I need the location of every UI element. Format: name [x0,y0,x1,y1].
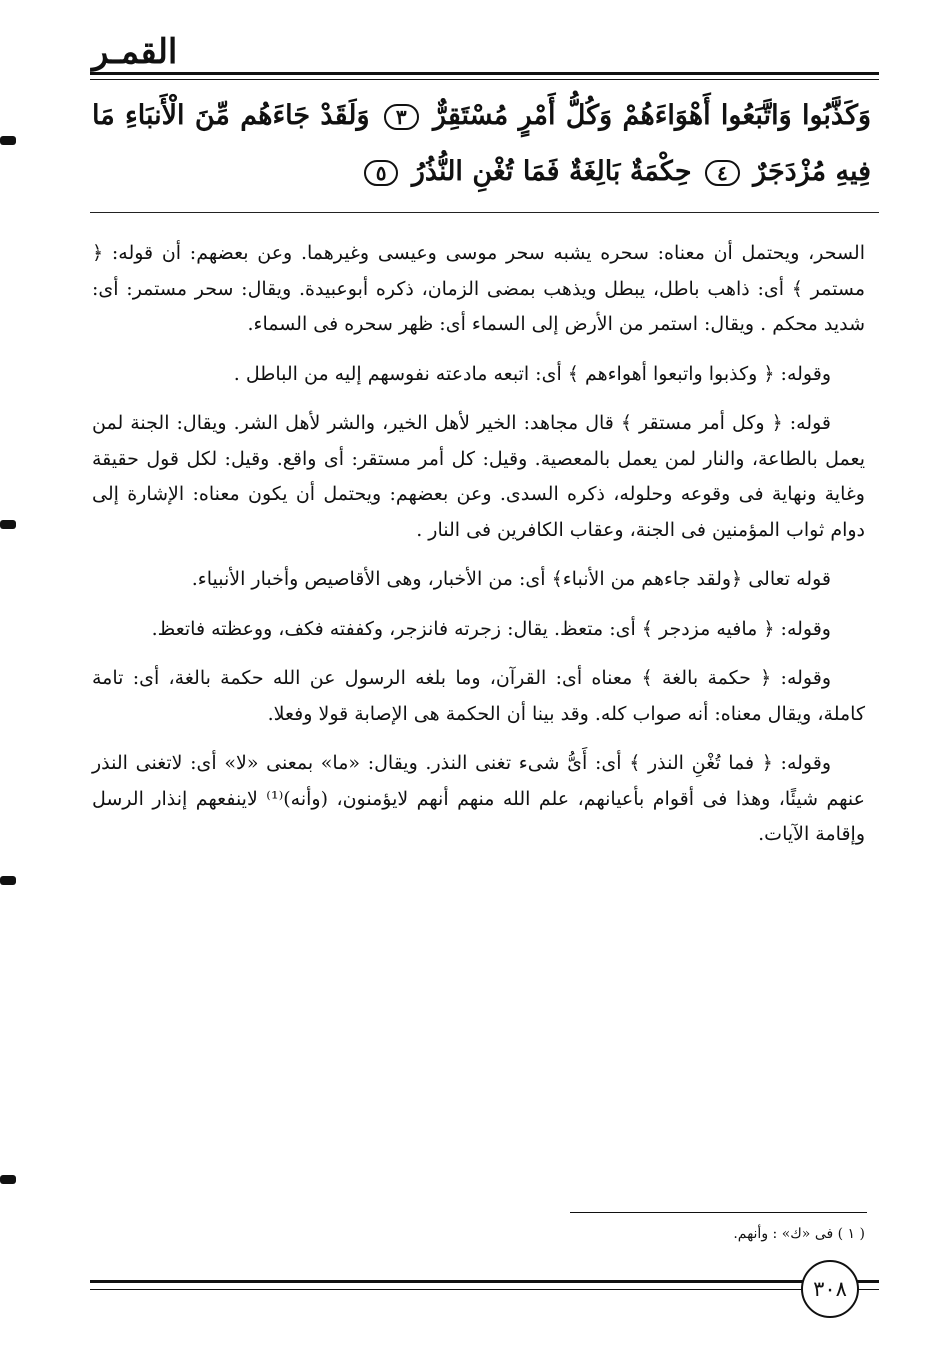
footnote: ( ١ ) فى «ك» : وأنهم. [733,1226,865,1242]
commentary-paragraph: قوله: ﴿ وكل أمر مستقر ﴾ قال مجاهد: الخير لأهل الخير، والشر لأهل الشر. ويقال: الجنة لمن يعمل بالطاعة، والنار لمن يعمل بالمعصية. وقيل: كل أمر مستقر: أى واقع. وقيل: لكل قول حقيقة وغاية ونهاية فى وقوعه وحلوله، ذكره السدى. وعن بعضهم: ويحتمل أن يكون معناه: الإشارة إلى دوام ثواب المؤمنين فى الجنة، وعقاب الكافرين فى النار . [92,412,865,541]
footer-rule-thick [90,1280,879,1283]
verse-text-1: وَكَذَّبُوا وَاتَّبَعُوا أَهْوَاءَهُمْ وَكُلُّ أَمْرٍ مُسْتَقِرٌّ [432,100,871,131]
verse-text-2: وَلَقَدْ جَاءَهُم مِّنَ الْأَنبَاءِ مَا فِيهِ مُزْدَجَرٌ [92,100,871,187]
verse-divider [90,212,879,213]
commentary-paragraph: السحر، ويحتمل أن معناه: سحره يشبه سحر موسى وعيسى وغيرهما. وعن بعضهم: أن قوله: ﴿ مستمر ﴾ أى: ذاهب باطل، يبطل ويذهب بمضى الزمان، ذكره أبوعبيدة. ويقال: سحر مستمر: أى: شديد محكم . ويقال: استمر من الأرض إلى السماء أى: ظهر سحره فى السماء. [92,242,865,335]
chapter-title: القمـر [92,32,178,72]
margin-mark [0,876,16,885]
commentary-paragraph: وقوله: ﴿ وكذبوا واتبعوا أهواءهم ﴾ أى: اتبعه مادعته نفوسهم إليه من الباطل . [233,362,831,385]
commentary-paragraph: وقوله: ﴿ مافيه مزدجر ﴾ أى: متعظ. يقال: زجرته فانزجر، وكففته فكف، ووعظته فاتعظ. [151,617,831,640]
margin-mark [0,1175,16,1184]
ayah-number-3: ٣ [384,104,419,130]
commentary-paragraph: وقوله: ﴿ فما تُغْنِ النذر ﴾ أى: أَىُّ شىء تغنى النذر. ويقال: «ما» بمعنى «لا» أى: لاتغنى النذر عنهم شيئًا، وهذا فى أقوام بأعيانهم، علم الله منهم أنهم لايؤمنون، (وأنه)⁽¹⁾ لاينفعهم إنذار الرسل وإقامة الآيات. [92,752,865,845]
quran-verse-block [92,88,871,200]
commentary-paragraph: وقوله: ﴿ حكمة بالغة ﴾ معناه أى: القرآن، وما بلغه الرسول عن الله حكمة بالغة، أى: تامة كاملة، ويقال معناه: أنه صواب كله. وقد بينا أن الحكمة هى الإصابة قولا وفعلا. [92,667,865,725]
ayah-number-5: ٥ [364,160,399,186]
ayah-number-4: ٤ [705,160,740,186]
commentary-body [92,236,865,867]
commentary-paragraph: قوله تعالى ﴿ولقد جاءهم من الأنباء﴾ أى: من الأخبار، وهى الأقاصيص وأخبار الأنبياء. [191,568,831,590]
verse-text-3: حِكْمَةٌ بَالِغَةٌ فَمَا تُغْنِ النُّذُرُ [411,156,692,187]
page-number: ٣٠٨ [801,1260,859,1318]
footer-rule-thin [90,1289,879,1290]
footnote-rule [570,1212,867,1213]
header-rule-thin [90,79,879,80]
margin-mark [0,136,16,145]
header-rule-thick [90,72,879,75]
margin-mark [0,520,16,529]
